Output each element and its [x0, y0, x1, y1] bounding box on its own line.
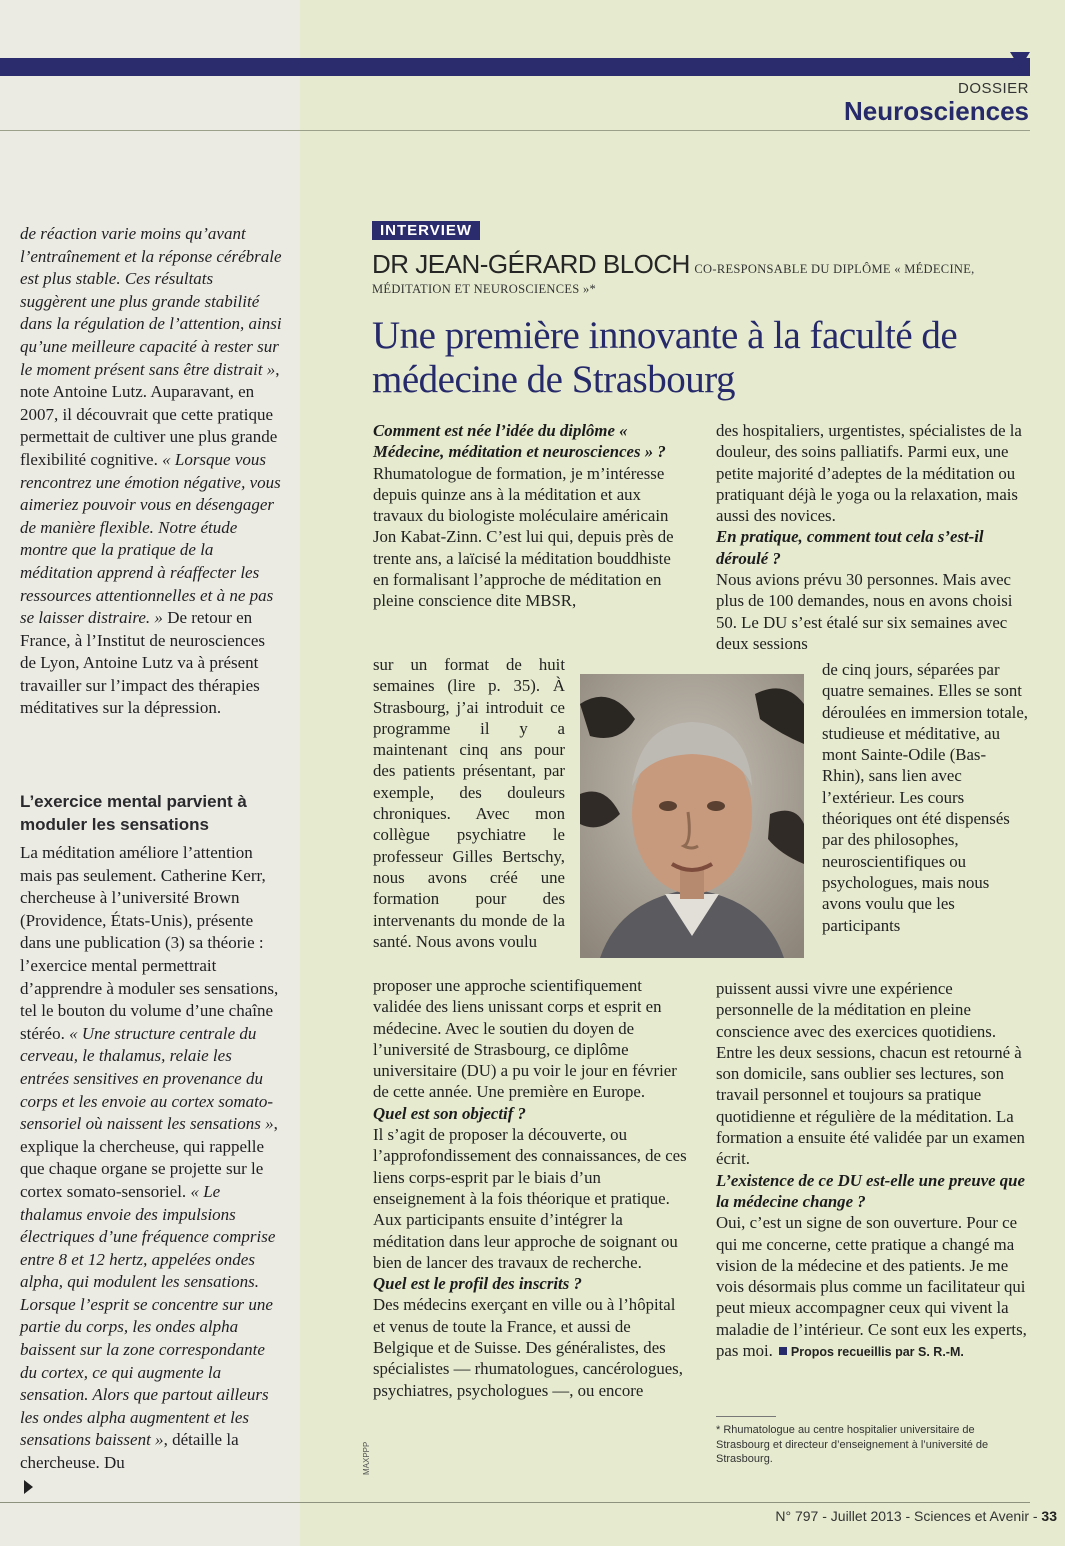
end-square-icon [779, 1347, 787, 1355]
p1-run: De retour en France, à l’Institut de neurosciences de Lyon, Antoine Lutz va à présent travailler sur l’impact des thérapies méditatives sur la dépression. [20, 608, 265, 718]
interviewee-role: CO-RESPONSABLE DU DIPLÔME « MÉDECINE, MÉDITATION ET NEUROSCIENCES »* [372, 262, 975, 296]
footer-text: N° 797 - Juillet 2013 - Sciences et Avenir - [775, 1508, 1038, 1524]
answer-3-part-2: des hospitaliers, urgentistes, spécialistes de la douleur, des soins palliatifs. Parmi eux, une petite majorité d’adeptes de la méditation ou pratiquant déjà le yoga ou la relaxation, mais aussi des novices. [716, 421, 1022, 526]
interview-column-b-top [716, 420, 1030, 654]
p2-run: « Une structure centrale du cerveau, le thalamus, relaie les entrées sensitives en provenance du corps et les envoie au cortex somato-sensoriel où naissent les sensations » [20, 1023, 274, 1134]
answer-1-part-1: Rhumatologue de formation, je m’intéresse depuis quinze ans à la méditation et aux travaux du biologiste moléculaire américain Jon Kabat-Zinn. C’est lui qui, depuis près de trente ans, a laïcisé la méditation bouddhiste en formalisant l’approche de méditation en pleine conscience dite MBSR, [373, 463, 674, 611]
interview-column-b-bottom [716, 978, 1030, 1363]
signoff: Propos recueillis par S. R.-M. [790, 1345, 964, 1360]
answer-4-part-1: Nous avions prévu 30 personnes. Mais avec plus de 100 demandes, nous en avons choisi 50. Le DU s’est étalé sur six semaines avec deux sessions [716, 570, 1013, 653]
interview-headline: Une première innovante à la faculté de médecine de Strasbourg [372, 314, 958, 401]
footnote: * Rhumatologue au centre hospitalier universitaire de Strasbourg et directeur d’enseignement à l’université de Strasbourg. [716, 1424, 989, 1465]
footer-rule [0, 1502, 1030, 1503]
left-column-text-1 [20, 223, 282, 720]
header-rule [0, 130, 1030, 131]
answer-5-text: Oui, c’est un signe de son ouverture. Pour ce qui me concerne, cette pratique a changé ma vision de la médecine et des patients. Je me vois désormais plus comme un facilitateur qui peut mieux accompagner ceux qui vivent la maladie de l’intérieur. Ce sont eux les experts, pas moi. [716, 1213, 1027, 1361]
dossier-label: DOSSIER [957, 80, 1029, 97]
section-title: Neurosciences [844, 96, 1029, 126]
photo-credit: MAXPPP [362, 1441, 371, 1475]
portrait-photo [580, 674, 804, 958]
p1-run: de réaction varie moins qu’avant l’entraînement et la réponse cérébrale est plus stable. Ces résultats suggèrent une plus grande stabilité dans la régulation de l’attention, ainsi qu’une meilleure capacité à rester sur le moment présent sans être distrait » [20, 224, 282, 379]
interview-column-a-wrap [373, 654, 565, 952]
question-5: L’existence de ce DU est-elle une preuve que la médecine change ? [716, 1170, 1025, 1211]
answer-2: Il s’agit de proposer la découverte, ou l’approfondissement des connaissances, de ces liens corps-esprit par le biais d’un enseignement à la fois théorique et pratique. Aux participants ensuite d’intégrer la méditation dans leur approche de soignant ou bien de lancer des travaux de recherche. [373, 1125, 687, 1272]
answer-1-part-2: sur un format de huit semaines (lire p. 35). À Strasbourg, j’ai introduit ce programme il y a maintenant cinq ans pour des patients présentant, par exemple, des douleurs chroniques. Avec mon collègue psychiatre le professeur Gilles Bertschy, nous avons créé une formation pour des intervenants du monde de la santé. Nous avons voulu [373, 655, 565, 951]
interview-badge: INTERVIEW [372, 221, 480, 240]
p2-run: « Le thalamus envoie des impulsions électriques d’une fréquence comprise entre 8 et 12 hertz, appelées ondes alpha, qui modulent les sensations. Lorsque l’esprit se concentre sur une partie du corps, les ondes alpha baissent sur la zone correspondante du cortex, ce qui augmente la sensation. Alors que partout ailleurs les ondes alpha augmentent et les sensations baissent » [20, 1181, 276, 1450]
question-2: Quel est son objectif ? [373, 1103, 526, 1123]
question-3: Quel est le profil des inscrits ? [373, 1274, 582, 1294]
header-bar-notch [1010, 52, 1030, 68]
continue-arrow-icon [24, 1480, 33, 1494]
answer-3-part-1: Des médecins exerçant en ville ou à l’hôpital et venus de toute la France, et aussi de Belgique et de Suisse. Des généralistes, des spécialistes — rhumatologues, cancérologues, psychiatres, psychologues —, ou encore [373, 1295, 683, 1400]
header-bar [0, 58, 1030, 76]
question-1: Comment est née l’idée du diplôme « Médecine, méditation et neurosciences » ? [373, 421, 666, 462]
page-footer [775, 1508, 1057, 1524]
interviewee-line [372, 249, 1022, 299]
p2-run: La méditation améliore l’attention mais pas seulement. Catherine Kerr, chercheuse à l’université Brown (Providence, États-Unis), présente dans une publication (3) sa théorie : l’exercice mental permettrait d’apprendre à moduler ses sensations, tel le bouton du volume d’une chaîne stéréo. [20, 843, 279, 1043]
left-column-text-2 [20, 842, 282, 1497]
interview-column-a-top [373, 420, 689, 612]
left-paragraph-2 [20, 842, 282, 1475]
answer-5 [716, 1212, 1030, 1363]
answer-4-part-3: puissent aussi vivre une expérience personnelle de la méditation en pleine conscience avec des exercices quotidiens. Entre les deux sessions, chacun est retourné à son domicile, sans oublier ses lectures, son travail personnel et toujours sa pratique quotidienne et régulière de la méditation. La formation a ensuite été validée par un examen écrit. [716, 979, 1025, 1169]
left-paragraph-1 [20, 223, 282, 720]
p1-run: « Lorsque vous rencontrez une émotion négative, vous aimeriez pouvoir vous en désengager de manière flexible. Notre étude montre que la pratique de la méditation apprend à réaffecter les ressources attentionnelles et à ne pas se laisser distraire. » [20, 449, 281, 628]
interview-column-b-wrap [822, 659, 1028, 936]
page-number: 33 [1041, 1508, 1057, 1524]
answer-1-part-3: proposer une approche scientifiquement validée des liens unissant corps et esprit en médecine. Avec le soutien du doyen de l’université de Strasbourg, ce diplôme universitaire (DU) a pu voir le jour en février de cette année. Une première en Europe. [373, 976, 677, 1102]
footnote-rule [716, 1416, 776, 1417]
left-subheading: L’exercice mental parvient à moduler les sensations [20, 792, 247, 834]
p2-run: , détaille la chercheuse. Du [20, 1430, 239, 1473]
question-4: En pratique, comment tout cela s’est-il déroulé ? [716, 527, 984, 568]
p2-run: , explique la chercheuse, qui rappelle que chaque organe se projette sur le cortex somato-sensoriel. [20, 1114, 278, 1201]
portrait-photo-svg [580, 674, 804, 958]
interviewee-name: DR JEAN-GÉRARD BLOCH [372, 249, 690, 279]
interview-column-a-bottom [373, 975, 689, 1401]
answer-4-part-2: de cinq jours, séparées par quatre semaines. Elles se sont déroulées en immersion totale, studieuse et méditative, au mont Sainte-Odile (Bas-Rhin), sans lien avec l’extérieur. Les cours théoriques ont été dispensés par des philosophes, neuroscientifiques ou psychologues, mais nous avons voulu que les participants [822, 660, 1028, 935]
p1-run: , note Antoine Lutz. Auparavant, en 2007, il découvrait que cette pratique permettait de cultiver une plus grande flexibilité cognitive. [20, 359, 280, 469]
